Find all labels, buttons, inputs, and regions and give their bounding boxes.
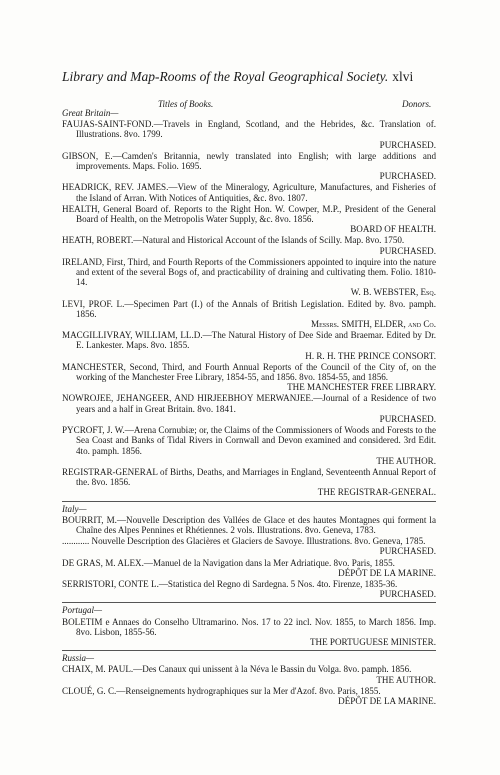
catalogue-entry [62,235,436,255]
titles-column-heading: Titles of Books. [158,99,214,109]
entry-donor: PURCHASED. [379,245,436,256]
entry-donor: DÉPÔT DE LA MARINE. [338,695,436,706]
catalogue-entry [62,330,436,361]
entry-text: PYCROFT, J. W.—Arena Cornubiæ; or, the Claims of the Commissioners of Woods and Forests to the Sea Coast and Banks of Tidal Rivers in Cornwall and Devon examined and considered. 3rd Edit. 4to. pamph. 1856. [62,425,436,456]
catalogue-entry [62,425,436,466]
entry-donor: THE PORTUGUESE MINISTER. [309,636,436,647]
entry-text: BOURRIT, M.—Nouvelle Description des Vallées de Glace et des hautes Montagnes qui forment la Chaîne des Alpes Pennines et Rhétiennes. 2 vols. Illustrations. 8vo. Geneva, 1783. [62,514,436,535]
catalogue-entry [62,204,436,235]
page-header-title: Library and Map-Rooms of the Royal Geographical Society. [62,69,389,84]
entry-text: GIBSON, E.—Camden's Britannia, newly translated into English; with large additions and improvements. Maps. Folio. 1695. [62,150,436,172]
catalogue-entry [62,467,436,498]
entry-text: LEVI, PROF. L.—Specimen Part (I.) of the Annals of British Legislation. Edited by. 8vo. pamph. 1856. [62,298,436,319]
catalogue-entry [62,515,436,535]
entry-donor: THE REGISTRAR-GENERAL. [317,487,436,498]
catalogue-entry [62,257,436,298]
entry-text: NOWROJEE, JEHANGEER, AND HIRJEEBHOY MERWANJEE.—Journal of a Residence of two years and a half in Great Britain. 8vo. 1841. [62,393,436,414]
catalogue-entry [62,536,436,556]
catalogue-entry [62,558,436,578]
entry-text: DE GRAS, M. ALEX.—Manuel de la Navigation dans la Mer Adriatique. 8vo. Paris, 1855. [62,557,395,568]
entry-donor: Messrs. SMITH, ELDER, and Co. [311,319,436,330]
catalogue-entry [62,393,436,424]
entry-text: FAUJAS-SAINT-FOND.—Travels in England, Scotland, and the Hebrides, &c. Translation of. Illustrations. 8vo. 1799. [62,119,436,140]
entry-text: CHAIX, M. PAUL.—Des Canaux qui unissent à la Néva le Bassin du Volga. 8vo. pamph. 1856. [62,664,412,675]
entry-donor: PURCHASED. [379,139,436,150]
entry-donor: W. B. WEBSTER, Esq. [350,287,436,298]
entry-text: HEADRICK, REV. JAMES.—View of the Mineralogy, Agriculture, Manufactures, and Fisheries of the Island of Arran. With Notices of Antiquities, &c. 8vo. 1807. [62,182,436,203]
catalogue-entry [62,664,436,684]
entry-donor: BOARD OF HEALTH. [350,224,436,235]
donors-column-heading: Donors. [402,99,432,109]
entry-donor: THE MANCHESTER FREE LIBRARY. [287,382,436,393]
catalogue-entry [62,151,436,182]
entry-donor: PURCHASED. [379,171,436,182]
entry-donor: THE AUTHOR. [376,674,436,685]
section-heading: Italy— [62,503,87,514]
section-divider [62,501,436,502]
section-divider [62,602,436,603]
catalogue-entry [62,299,436,330]
entry-text: HEALTH, General Board of. Reports to the Right Hon. W. Cowper, M.P., President of the General Board of Health, on the Metropolis Water Supply, &c. 8vo. 1856. [62,203,436,225]
entry-donor: PURCHASED. [379,589,436,600]
entry-text: BOLETIM e Annaes do Conselho Ultramarino. Nos. 17 to 22 incl. Nov. 1855, to March 1856. Imp. 8vo. Lisbon, 1855-56. [62,616,436,637]
entry-donor: H. R. H. THE PRINCE CONSORT. [305,350,436,361]
catalogue-entry [62,579,436,599]
entry-text: MANCHESTER, Second, Third, and Fourth Annual Reports of the Council of the City of, on the working of the Manchester Free Library, 1854-55, and 1856. 8vo. 1854-55, and 1856. [62,361,436,383]
entry-text: IRELAND, First, Third, and Fourth Reports of the Commissioners appointed to inquire into the nature and extent of the several Bogs of, and practicability of draining and cultivating them. Folio. 1810-14. [62,256,436,288]
entry-donor: THE AUTHOR. [376,455,436,466]
entry-text: ............ Nouvelle Description des Glacières et Glaciers de Savoye. Illustrations. 8vo. Geneva, 1785. [62,536,426,547]
section-heading: Great Britain— [62,108,119,118]
entry-text: MACGILLIVRAY, WILLIAM, LL.D.—The Natural History of Dee Side and Braemar. Edited by Dr. E. Lankester. Maps. 8vo. 1855. [62,330,436,351]
entry-text: SERRISTORI, CONTE L.—Statistica del Regno di Sardegna. 5 Nos. 4to. Firenze, 1835-36. [62,578,398,589]
entry-donor: DÉPÔT DE LA MARINE. [338,567,436,578]
catalogue-entry [62,686,436,706]
page-number: xlvi [392,69,414,84]
section-heading: Russia— [62,653,95,664]
entry-text: REGISTRAR-GENERAL of Births, Deaths, and Marriages in England, Seventeenth Annual Report of the. 8vo. 1856. [62,466,436,488]
entry-text: HEATH, ROBERT.—Natural and Historical Account of the Islands of Scilly. Map. 8vo. 1750. [62,235,405,246]
catalogue-entry [62,617,436,648]
catalogue-entry [62,119,436,150]
entry-donor: PURCHASED. [379,413,436,424]
entry-donor: PURCHASED. [379,546,436,557]
catalogue-entry [62,182,436,202]
entry-text: CLOUÉ, G. C.—Renseignements hydrographiques sur la Mer d'Azof. 8vo. Paris, 1855. [62,685,381,696]
section-divider [62,650,436,651]
catalogue-entry [62,362,436,393]
section-heading: Portugal— [62,605,103,616]
running-header [62,69,442,85]
catalogue-body [62,108,436,706]
